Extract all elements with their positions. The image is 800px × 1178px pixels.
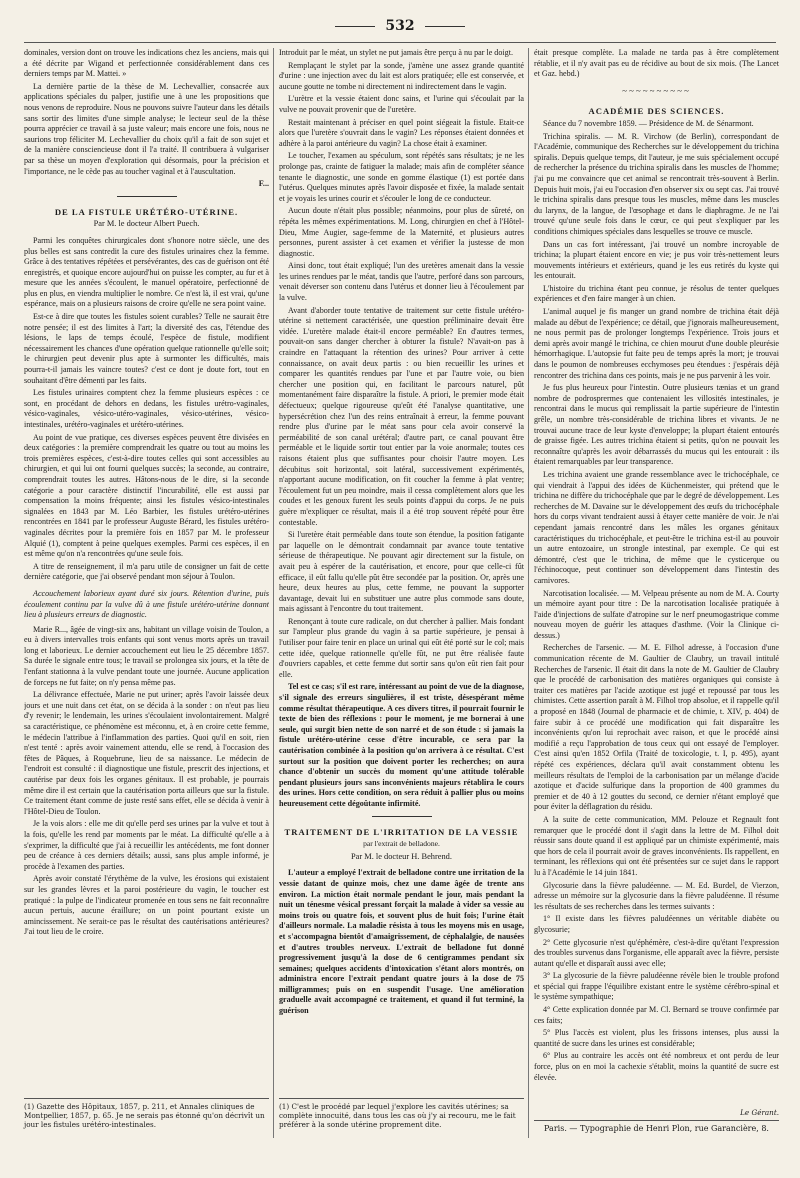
paragraph: était presque complète. La malade ne tarda pas à être complètement rétablie, et il n'y avait pas eu de récidive au bout de six mois. (The Lancet et Gaz. hebd.)	[534, 48, 779, 79]
section-title: ACADÉMIE DES SCIENCES.	[588, 106, 725, 117]
paragraph: Est-ce à dire que toutes les fistules soient curables? Telle ne saurait être notre pensée; il est des limites à l'art; la diversité des cas, l'étendue des lésions, le laps de temps écoulé, l'espèce de fistule, modifient nécessairement les chances d'une opération quelque rationnelle qu'elle soit; le chirurgien peut devenir plus apte à surmonter les difficultés, mais pourra-t-il jamais les vaincre toutes? c'est ce dont je doute fort, tout en souhaitant d'être démenti par les faits.	[24, 312, 269, 385]
paragraph: Recherches de l'arsenic. — M. E. Filhol adresse, à l'occasion d'une communication récente de M. Gaultier de Claubry, un travail intitulé Recherches de l'arsenic. Il était dit dans la note de M. Gaultier de Claubry que le procédé de carbonisation des matières organiques qui consiste à traiter ces matières par l'acide azotique est jugé et repoussé par tous les chimistes. Cette assertion paraît à M. Filhol trop absolue, et il rappelle qu'il a proposé en 1848 (Journal de pharmacie et de chimie, t. XIV, p. 404) de faire subir à ce procédé une modification qui fait disparaître les inconvénients qu'on lui reprochait avec raison, et que le procédé ainsi modifié a reçu l'approbation de tous ceux qui ont essayé de l'employer. C'est ainsi qu'en 1852 Orfila (Traité de toxicologie, t. I, p. 495), ayant répété ces expériences, déclara qu'il avait constamment obtenu les meilleurs résultats de l'emploi de la carbonisation par un mélange d'acide azotique et d'acide sulfurique dans la proportion de 400 grammes du premier et de 40 à 12 gouttes du second, ce dernier n'étant employé que pour éviter la déflagration du résidu.	[534, 643, 779, 812]
gerant-label: Le Gérant.	[740, 1108, 779, 1117]
paragraph: Avant d'aborder toute tentative de traitement sur cette fistule urétéro-utérine si nettement caractérisée, une question préliminaire devait être vidée. L'uretère malade était-il encore perméable? En d'autres termes, pouvait-on sans danger chercher à obturer la fistule? N'avait-on pas à craindre en l'attaquant la rétention des urines? Pour arriver à cette connaissance, on avait deux partis : ou bien recueillir les urines et comparer les quantités rendues par l'une et par l'autre voie, ou bien chercher une position qui, en facilitant le parcours naturel, pût momentanément faire disparaître la fistule. A priori, le premier mode était défectueux; quelque rigoureuse qu'eût été l'analyse quantitative, une hypersécrétion chez l'un des reins entraînait à erreur, la femme pouvant rendre plus d'urine par le méat sans pour cela avoir conservé la perméabilité de son canal urétéral; d'autre part, ce canal pouvant être perméable et le liquide sortir tout entier par la voie anormale; toutes ces raisons étaient plus que suffisantes pour choisir l'autre moyen. Les décubitus soit horizontal, soit latéral, successivement expérimentés, n'apportant aucune modification, on fit coucher la femme à plat ventre; l'écoulement fut un peu moindre, mais il cessa complètement alors que les coudes et les genoux furent les seuls points d'appui du corps. Je ne puis guère m'expliquer ce résultat, mais il a été trop souvent répété pour être contestable.	[279, 305, 524, 527]
paragraph: A titre de renseignement, il m'a paru utile de consigner un fait de cette dernière catégorie, que j'ai observé pendant mon séjour à Toulon.	[24, 561, 269, 582]
article-lead: par l'extrait de belladone.	[363, 839, 440, 849]
paragraph: Parmi les conquêtes chirurgicales dont s'honore notre siècle, une des plus belles est sans contredit la cure des fistules urinaires chez la femme. Grâce à des tentatives répétées et persévérantes, des cas de guérison ont été enregistrés, et quoique encore aujourd'hui on puisse les compter, au fur et à mesure que les années s'écoulent, le manuel opératoire, perfectionné de plus en plus, en viendra multiplier le nombre. Ce n'est là, il est vrai, qu'une espérance, mais on a plusieurs raisons de croire qu'elle ne sera point vaine.	[24, 235, 269, 309]
footnote	[24, 1098, 269, 1129]
separator	[117, 196, 177, 197]
list-item: 3° La glycosurie de la fièvre paludéenne révèle bien le trouble profond et spécial qui frappe l'équilibre existant entre le système cérébro-spinal et le système sympathique;	[534, 971, 779, 1002]
paragraph: Restait maintenant à préciser en quel point siégeait la fistule. Etait-ce alors que l'uretère s'ouvrait dans le vagin? Les réponses étaient données et adhère à la paroi antérieure du vagin? La chose était à examiner.	[279, 117, 524, 148]
paragraph: Je la vois alors : elle me dit qu'elle perd ses urines par la vulve et tout à la fois, qu'elle les rend par moments par le méat. La difficulté qu'elle a à s'exprimer, la difficulté que j'ai à recueillir les antécédents, me font donner peu de créance à ces derniers détails; aussi, sans plus ample informé, je procède à l'examen des parties.	[24, 819, 269, 871]
separator	[372, 816, 432, 817]
footnote-text: (1) C'est le procédé par lequel j'explore les cavités utérines; sa complète innocuité, dans tous les cas où j'y ai recouru, me le fait préférer à la sonde utérine proprement dite.	[279, 1102, 516, 1129]
imprint-text: Paris. — Typographie de Henri Plon, rue Garancière, 8.	[534, 1120, 779, 1133]
session-line: Séance du 7 novembre 1859. — Présidence de M. de Sénarmont.	[543, 118, 754, 128]
paragraph: Le toucher, l'examen au spéculum, sont répétés sans résultats; je ne les prolonge pas, crainte de fatiguer la malade; mais afin de compléter séance tenante le diagnostic, une sonde en gomme élastique (1) est portée dans l'utérus. Quelques minutes après l'avoir disposée et fixée, la malade sentait et je voyais les urines courir et s'écouler le long de ce conducteur.	[279, 151, 524, 203]
paragraph: Renonçant à toute cure radicale, on dut chercher à pallier. Mais fondant sur l'ampleur plus grande du vagin à sa partie supérieure, je pensai à l'utiliser pour faire tenir en place un urinal qui eût été porté sur le col; mais cette idée, quelque rationnelle qu'elle fût, ne put être réalisée faute d'ouvriers capables, et cette femme dut sortir sans qu'on eût rien fait pour elle.	[279, 616, 524, 679]
paragraph: Au point de vue pratique, ces diverses espèces peuvent être divisées en deux catégories : la première comprendrait les quatre ou tout au moins les trois premières espèces, c'est-à-dire toutes celles qui sont accessibles au chirurgien, et qui lui ont fourni quelques succès; la seconde, au contraire, comprendrait toutes les autres. Hâtons-nous de le dire, si la seconde catégorie a pour caractère distinctif l'incurabilité, elle est aussi par compensation la moins fréquente; ainsi les fistules vésico-intestinales signalées en 1843 par M. Léo Barbier, les fistules urétéro-utérines rencontrées en 1841 par le professeur Auguste Bérard, les fistules urétéro-vaginales décrites pour la première fois en 1857 par M. le professeur Alquié (1), comptent à peine quelques exemples. Parmi ces espèces, il en est même qu'on n'a rencontrées qu'une seule fois.	[24, 432, 269, 559]
paragraph: La dernière partie de la thèse de M. Lechevallier, consacrée aux applications spéciales du palper, justifie une à une les propositions que nous venons de reproduire. Nous ne pouvons suivre l'auteur dans les détails sans sortir des limites d'une simple analyse; le lecteur seul de la thèse pourra apprécier ce travail à sa juste valeur; mais encore une fois, nous ne saurions trop féliciter M. Lechevallier du choix qu'il a fait de son sujet et de la manière consciencieuse dont il l'a traité. Il contribuera à vulgariser par sa thèse un moyen d'exploration qui désormais, pour la précision et l'importance, ne le cède pas au toucher vaginal et à l'auscultation.	[24, 81, 269, 176]
paragraph: Marie R..., âgée de vingt-six ans, habitant un village voisin de Toulon, a eu à divers intervalles trois enfants qui sont venus morts après un travail long et laborieux. Le dernier accouchement eut lieu le 25 décembre 1857. Sa durée le signale entre tous; le travail se prolongea six jours, et la tête de l'enfant stationna à la vulve pendant toute une journée. Aucune application de forceps ne fut faite; on n'y pensa même pas.	[24, 624, 269, 687]
paragraph: L'auteur a employé l'extrait de belladone contre une irritation de la vessie datant de quinze mois, chez une dame âgée de trente ans environ. La miction était normale pendant le jour, mais pendant la nuit un ténesme vésical pressant forçait la malade à vider sa vessie au moins trois ou quatre fois, et souvent plus de huit fois; l'urine était d'ailleurs normale. La maladie résista à tous les moyens mis en usage, et s'accompagna bientôt d'amaigrissement, de céphalalgie, de nausées et d'autres troubles nerveux. L'extrait de belladone fut donné progressivement jusqu'à la dose de 6 centigrammes pendant six semaines; quelques accidents d'intoxication s'étant alors montrés, on administra encore l'extrait pendant quatre jours à la dose de 75 milligrammes; puis on en suspendit l'usage. Une amélioration graduelle avait accompagné ce traitement, et quand il fut terminé, la guérison	[279, 868, 524, 1016]
page-number: 532	[385, 18, 415, 34]
paragraph: dominales, version dont on trouve les indications chez les anciens, mais qui a été décrite par Wigand et perfectionnée considérablement dans ces derniers temps par M. Mattei. »	[24, 48, 269, 79]
paragraph: Les fistules urinaires comptent chez la femme plusieurs espèces : ce sont, en procédant de dehors en dedans, les fistules urétro-vaginales, vésico-vaginales, vésico-utéro-vaginales, vésico-utérines, vésico-intestinales, urétéro-vaginales et urétéro-utérines.	[24, 388, 269, 429]
imprint	[534, 1108, 779, 1133]
paragraph: Introduit par le méat, un stylet ne put jamais être perçu à nu par le doigt.	[279, 48, 513, 57]
paragraph: Aucun doute n'était plus possible; néanmoins, pour plus de sûreté, on répéta les mêmes expérimentations. M. Long, chirurgien en chef à l'Hôtel-Dieu, Mme Augier, sage-femme de la Maternité, et plusieurs autres personnes, purent assister à cet examen et vérifier la justesse de mon diagnostic.	[279, 206, 524, 258]
page-header	[24, 14, 776, 38]
column-1	[24, 48, 269, 1138]
paragraph: A la suite de cette communication, MM. Pelouze et Regnault font remarquer que le procédé dont il s'agit dans la lettre de M. Filhol doit réussir sans doute quand il est appliqué par un chimiste expérimenté, mais que hors de cela il pourrait avoir de graves inconvénients. Ils rappellent, en terminant, les réflexions qui ont été présentées sur ce sujet dans le rapport lu à l'Académie le 14 juin 1841.	[534, 814, 779, 877]
list-item: 6° Plus au contraire les accès ont été nombreux et ont perdu de leur force, plus on en moi la cachexie s'établit, moins la quantité de sucre est élevée.	[534, 1051, 779, 1082]
list-item: 4° Cette explication donnée par M. Cl. Bernard se trouve confirmée par ces faits;	[534, 1005, 779, 1025]
article-author: Par M. le docteur H. Behrend.	[351, 851, 452, 861]
footnote-text: (1) Gazette des Hôpitaux, 1857, p. 211, et Annales cliniques de Montpellier, 1857, p. 65. Je ne serais pas étonné qu'on décrivît un jour les fistules urétéro-intestinales.	[24, 1102, 265, 1129]
paragraph: Ainsi donc, tout était expliqué; l'un des uretères amenait dans la vessie les urines rendues par le méat, tandis que l'autre, perforé dans son parcours, venait déverser son contenu dans l'utérus et donner lieu à l'écoulement par la vulve.	[279, 261, 524, 303]
paragraph: Trichina spiralis. — M. R. Virchow (de Berlin), correspondant de l'Académie, communique des Recherches sur le développement du trichina spiralis. Depuis quelque temps, dit l'auteur, je me suis spécialement occupé de rechercher la présence du trichina spiralis dans les muscles de l'homme; j'ai pu me convaincre que cet animal se rencontrait très-souvent à Berlin. Depuis huit mois, j'ai eu l'occasion d'en observer six ou sept cas. J'ai trouvé le trichina spiralis dans presque tous les muscles, même dans les muscles du larynx, de la langue, de l'œsophage et dans le diaphragme. Je ne l'ai trouvé qu'une seule fois dans le cœur, ce qui peut s'expliquer par les conditions chimiques spéciales dans lesquelles se trouve ce muscle.	[534, 131, 779, 236]
list-item: 1° Il existe dans les fièvres paludéennes un véritable diabète ou glycosurie;	[534, 914, 779, 934]
paragraph: L'histoire du trichina étant peu connue, je résolus de tenter quelques expériences et d'en faire manger à un chien.	[534, 283, 779, 304]
column-rule-1	[273, 48, 274, 1138]
case-title: Accouchement laborieux ayant duré six jours. Rétention d'urine, puis écoulement continu par la vulve dû à une fistule urétéro-utérine donnant lieu à plusieurs erreurs de diagnostic.	[24, 588, 269, 620]
list-item: 2° Cette glycosurie n'est qu'éphémère, c'est-à-dire qu'étant l'expression des troubles survenus dans l'organisme, elle apparaît avec la fièvre, persiste autant qu'elle et disparaît aussi avec elle;	[534, 937, 779, 968]
paragraph: Les trichina avaient une grande ressemblance avec le trichocéphale, ce qui viendrait à l'appui des idées de Küchenmeister, qui prétend que le trichina ne diffère du trichocéphale que par le degré de développement. Les recherches de M. Davaine sur le développement des œufs du trichocéphale hors du corps vivant tendraient aussi à étayer cette manière de voir. Je n'ai cependant jamais rencontré dans les mâles les organes génitaux caractéristiques du trichocéphale, et peut-être le trichina est-il au pouvoir un autre entozoaire, un strongle intestinal, par exemple. Ce qui est démontré, c'est que le trichina, de même que le cysticerque ou l'échinocoque, peut continuer son développement dans l'intestin des carnivores.	[534, 469, 779, 585]
paragraph: Après avoir constaté l'érythème de la vulve, les érosions qui existaient sur les grandes lèvres et la paroi postérieure du vagin, le toucher est pratiqué : la pulpe de l'indicateur promenée en tous sens ne fait reconnaître aucun pertuis, aucune éraillure; on un point pourtant existe un amincissement. Ne serait-ce pas le résultat des cautérisations antérieures? J'ai tout lieu de le croire.	[24, 874, 269, 937]
signature: F...	[258, 179, 269, 189]
paragraph: Si l'uretère était perméable dans toute son étendue, la position fatigante par laquelle on le démontrait condamnait par avance toute tentative sérieuse de thérapeutique. Ne pouvant agir directement sur la fistule, on avait peu à espérer de la cautérisation, et encore, pour que celle-ci fût efficace, il eût fallu qu'elle pût être secondée par la position. Or, après une heure, deux heures au plus, cette femme, ne pouvant la supporter davantage, devait lui en substituer une autre plus commode sans doute, mais agissant à l'encontre du tout traitement.	[279, 530, 524, 614]
paragraph: Remplaçant le stylet par la sonde, j'amène une assez grande quantité d'urine : une injection avec du lait est alors pratiquée; elle est conservée, et aucune goutte ne tombe ni directement ni indirectement dans le vagin.	[279, 60, 524, 91]
article-title: TRAITEMENT DE L'IRRITATION DE LA VESSIE	[284, 826, 519, 837]
article-author: Par M. le docteur Albert Puech.	[93, 219, 200, 229]
ornament-separator: ~~~~~~~~~~	[622, 85, 691, 96]
column-2	[279, 48, 524, 1138]
paragraph: Tel est ce cas; s'il est rare, intéressant au point de vue de la diagnose, s'il signale des erreurs singulières, il est triste, désespérant même comme résultat thérapeutique. A ces divers titres, il pourrait fournir le texte de bien des réflexions : pour le moment, je me bornerai à une seule, qui surgit bien nette de son narré et de son étude : si jamais la fistule urétéro-utérine cesse d'être incurable, ce sera par la cautérisation combinée à la position qu'on arrivera à ce résultat. C'est surtout sur la position que doivent porter les recherches; on aura chance d'obtenir un succès du moment qu'une attitude tolérable pendant plusieurs jours sans inconvénients majeurs rétablira le cours des urines. Hors cette condition, on sera réduit à pallier plus ou moins heureusement cette dégoûtante infirmité.	[279, 682, 524, 808]
footnote	[279, 1098, 524, 1129]
paragraph: Narcotisation localisée. — M. Velpeau présente au nom de M. A. Courty un mémoire ayant pour titre : De la narcotisation localisée pratiquée à l'aide d'injections de sulfate d'atropine sur le nerf pneumogastrique comme nouveau moyen de guérir les attaques d'asthme. (Voir la Clinique ci-dessus.)	[534, 588, 779, 640]
paragraph: La délivrance effectuée, Marie ne put uriner; après l'avoir laissée deux jours et une nuit dans cet état, on se décida à la sonder : on n'eut pas lieu d'y revenir; le lendemain, les urines s'écoulaient involontairement. Malgré sa caractéristique, ce phénomène est méconnu, et, à en croire cette femme, le médecin l'attribue à l'inflammation des parties. Quoi qu'il en soit, rien n'est tenté : après avoir vainement attendu, elle se rend, à l'occasion des fêtes de Pâques, à Roquebrune, lieu de sa naissance. Le médecin de l'endroit est consulté : il diagnostique une fistule, prescrit des injections, et cautérise par deux fois les organes génitaux. Il est probable, je pourrais même dire il est certain que la cautérisation porta ailleurs que sur la fistule. Ce traitement étant comme de juste resté sans effet, elle se décida à venir à l'Hôtel-Dieu de Toulon.	[24, 690, 269, 816]
paragraph: Dans un cas fort intéressant, j'ai trouvé un nombre incroyable de trichina; la plupart étaient encore en vie; je pus voir très-nettement leurs mouvements intérieurs et extérieurs, quand je les eus retirés du kyste qui les entourait.	[534, 239, 779, 281]
paragraph: L'animal auquel je fis manger un grand nombre de trichina était déjà malade au début de l'expérience; ce détail, que j'ignorais malheureusement, ne nous permit pas de prolonger longtemps l'expérience. Trois jours et demi après avoir mangé le trichina, ce chien mourut d'une double pleurésie hémorrhagique. L'autopsie fut faite peu de temps après la mort; je trouvai dans le poumon de nombreuses ecchymoses peu étendues : j'espérais déjà rencontrer des trichina dans ces points, mais je ne pus parvenir à les voir.	[534, 307, 779, 380]
column-3	[534, 48, 779, 1138]
article-title: DE LA FISTULE URÉTÉRO-UTÉRINE.	[54, 206, 239, 217]
list-item: 5° Plus l'accès est violent, plus les frissons intenses, plus aussi la quantité de sucre dans les urines est considérable;	[534, 1028, 779, 1048]
paragraph: Je fus plus heureux pour l'intestin. Outre plusieurs tænias et un grand nombre de podrosprermes que contenaient les villosités intestinales, je rencontrai dans le mucus qui remplissait la partie supérieure de l'intestin grêle, un nombre très-considérable de trichina libres et vivants. Je ne trouvai aucune trace de leur kyste d'enveloppe; la plupart étaient entourés de graisse figée. Les autres trichina étaient si petits, qu'on ne pouvait les reconnaître qu'après les avoir débarrassés du mucus qui les entourait : ils étaient remarquables par leur transparence.	[534, 383, 779, 467]
header-rule	[24, 42, 776, 43]
column-rule-2	[528, 48, 529, 1138]
paragraph: Glycosurie dans la fièvre paludéenne. — M. Ed. Burdel, de Vierzon, adresse un mémoire sur la glycosurie dans la fièvre paludéenne. Il résume les résultats de ses recherches dans les termes suivants :	[534, 880, 779, 911]
paragraph: L'urètre et la vessie étaient donc sains, et l'urine qui s'écoulait par la vulve ne pouvait provenir que de l'uretère.	[279, 94, 524, 114]
